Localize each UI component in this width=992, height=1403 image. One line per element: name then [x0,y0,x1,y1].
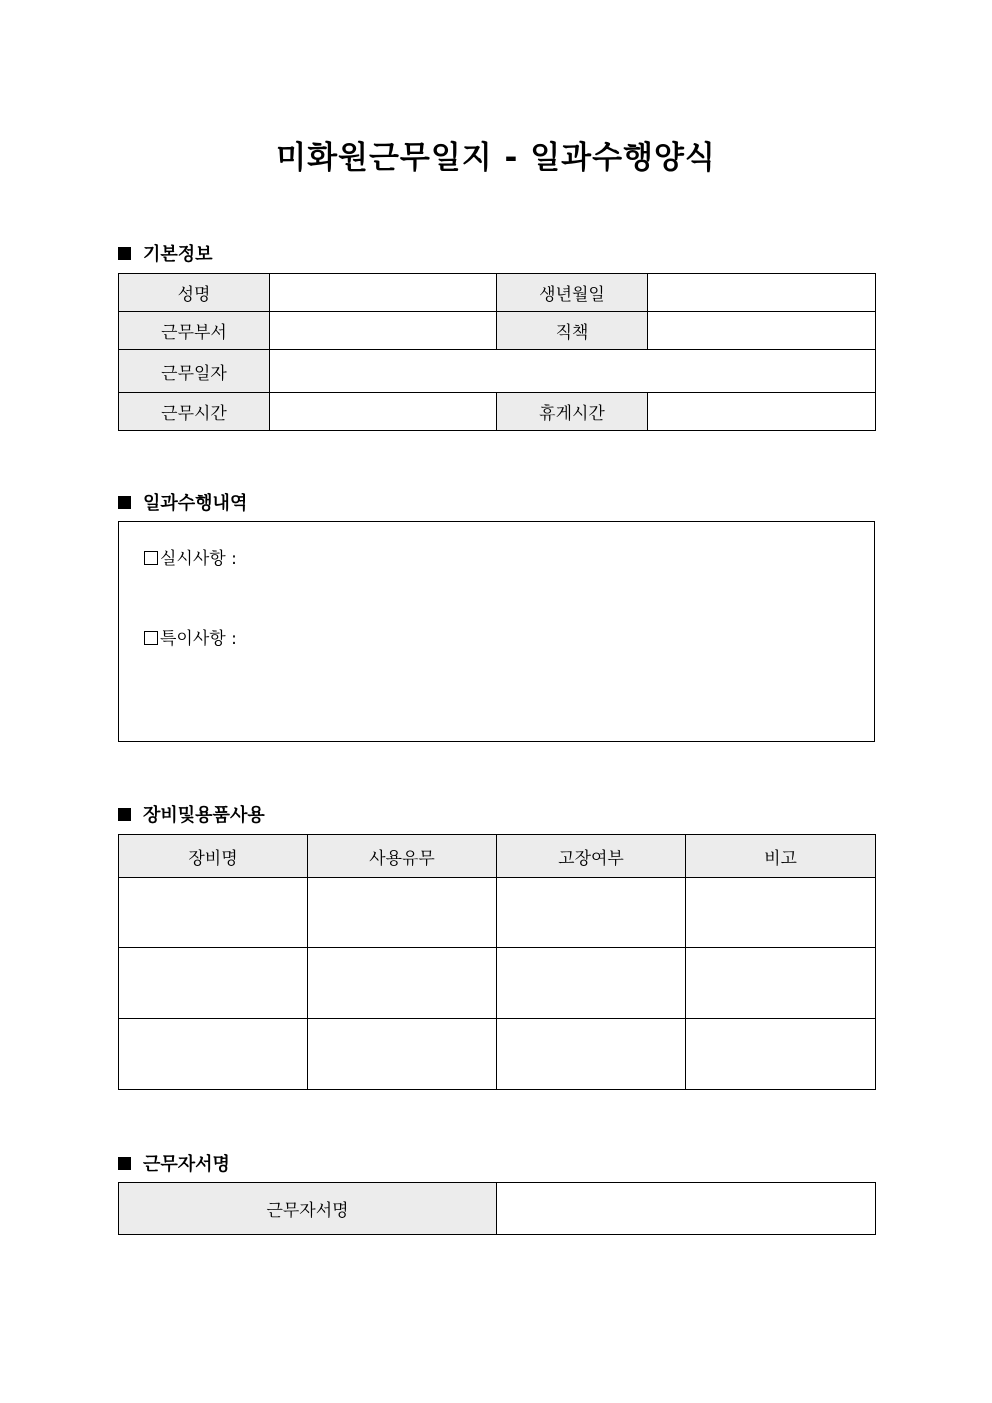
section-heading-equipment [118,801,265,827]
position-label: 직책 [497,312,648,350]
table-cell[interactable] [497,878,686,948]
checkbox-icon[interactable] [144,551,158,565]
table-cell[interactable] [119,1019,308,1090]
table-row [119,878,876,948]
birth-date-label: 생년월일 [497,274,648,312]
section-heading-signature [118,1150,230,1176]
table-cell[interactable] [686,878,876,948]
signature-table [118,1182,876,1235]
square-bullet-icon [118,1157,131,1170]
birth-date-field[interactable] [648,274,876,312]
column-header-malfunction: 고장여부 [497,835,686,878]
department-label: 근무부서 [119,312,270,350]
table-cell[interactable] [119,948,308,1019]
work-hours-label: 근무시간 [119,393,270,431]
break-time-label: 휴게시간 [497,393,648,431]
page-title: 미화원근무일지 - 일과수행양식 [276,140,716,176]
work-date-field[interactable] [270,350,876,393]
column-header-remarks: 비고 [686,835,876,878]
square-bullet-icon [118,808,131,821]
work-note-line [144,624,237,649]
table-cell[interactable] [497,1019,686,1090]
work-done-line [144,544,237,569]
square-bullet-icon [118,496,131,509]
section-heading-label: 일과수행내역 [143,493,248,514]
department-field[interactable] [270,312,497,350]
section-heading-label: 장비및용품사용 [143,805,265,826]
table-row [119,1019,876,1090]
name-field[interactable] [270,274,497,312]
signature-label: 근무자서명 [119,1183,497,1235]
break-time-field[interactable] [648,393,876,431]
table-cell[interactable] [119,878,308,948]
table-cell[interactable] [497,948,686,1019]
work-record-box[interactable] [118,521,875,742]
column-header-equipment-name: 장비명 [119,835,308,878]
table-cell[interactable] [308,948,497,1019]
table-cell[interactable] [686,948,876,1019]
checkbox-icon[interactable] [144,631,158,645]
work-date-label: 근무일자 [119,350,270,393]
work-note-label: 특이사항 : [160,629,237,649]
basic-info-table [118,273,876,431]
name-label: 성명 [119,274,270,312]
signature-field[interactable] [497,1183,876,1235]
section-heading-label: 근무자서명 [143,1154,230,1175]
section-heading-label: 기본정보 [143,244,213,265]
position-field[interactable] [648,312,876,350]
work-hours-field[interactable] [270,393,497,431]
square-bullet-icon [118,247,131,260]
table-cell[interactable] [308,878,497,948]
section-heading-basic-info [118,240,213,266]
equipment-table [118,834,876,1090]
section-heading-work-record [118,489,247,515]
work-done-label: 실시사항 : [160,549,237,569]
column-header-usage: 사용유무 [308,835,497,878]
table-row [119,948,876,1019]
table-cell[interactable] [308,1019,497,1090]
table-cell[interactable] [686,1019,876,1090]
